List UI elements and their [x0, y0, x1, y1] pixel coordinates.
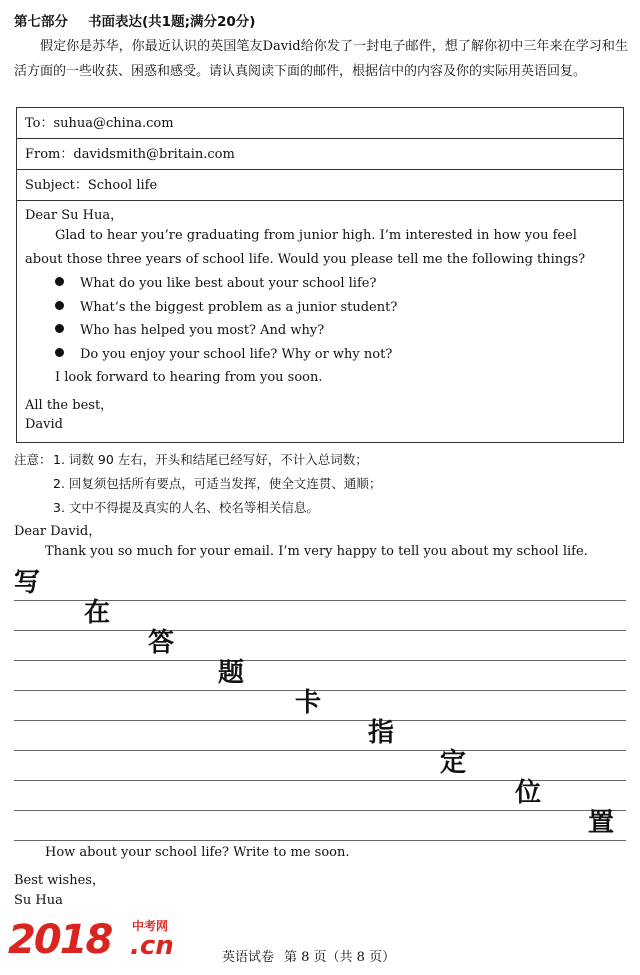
- task-instructions: 假定你是苏华，你最近认识的英国笔友David给你发了一封电子邮件，想了解你初中三年来在学习和生活方面的一些收获、困惑和感受。请认真阅读下面的邮件，根据信中的内容及你的实际用英语回复。: [14, 39, 628, 79]
- writing-line: [14, 660, 626, 661]
- logo-domain: .cn: [130, 931, 174, 961]
- note-item: 1. 词数 90 左右，开头和结尾已经写好，不计入总词数；: [53, 452, 368, 467]
- reply-opening-sentence: Thank you so much for your email. I’m very happy to tell you about my school life.: [45, 544, 588, 559]
- email-subject: Subject：School life: [17, 170, 623, 201]
- section-name: 书面表达(共1题;满分20分): [88, 14, 256, 30]
- email-to: To：suhua@china.com: [17, 108, 623, 139]
- email-closing-line: I look forward to hearing from you soon.: [55, 370, 323, 385]
- bullet-icon: [55, 301, 64, 310]
- page-footer: [222, 946, 405, 965]
- email-signature: David: [25, 417, 63, 432]
- note-item: 3. 文中不得提及真实的人名、校名等相关信息。: [53, 500, 319, 515]
- email-box: [16, 107, 624, 443]
- email-signoff: All the best，: [25, 398, 114, 413]
- bullet-icon: [55, 348, 64, 357]
- list-item: [55, 300, 397, 315]
- note-item: 2. 回复须包括所有要点，可适当发挥，使全文连贯、通顺；: [53, 476, 382, 491]
- logo-site-name: 中考网: [132, 919, 169, 933]
- writing-line: [14, 750, 626, 751]
- list-item: [55, 347, 392, 362]
- bullet-icon: [55, 324, 64, 333]
- answer-area-char: 题: [218, 658, 245, 688]
- answer-area-char: 答: [148, 628, 175, 658]
- closing-name: Su Hua: [14, 893, 63, 908]
- writing-line: [14, 810, 626, 811]
- question-text: Who has helped you most? And why?: [80, 323, 325, 338]
- site-logo: [8, 915, 188, 965]
- answer-area-char: 指: [368, 718, 395, 748]
- email-greeting: Dear Su Hua，: [25, 208, 124, 223]
- answer-area-char: 在: [84, 598, 111, 628]
- writing-line: [14, 840, 626, 841]
- answer-area-char: 位: [515, 778, 542, 808]
- logo-digits: 2018: [8, 917, 112, 963]
- answer-area-char: 置: [588, 808, 615, 838]
- list-item: [55, 323, 324, 338]
- writing-line: [14, 630, 626, 631]
- answer-area-char: 写: [14, 568, 41, 598]
- writing-line: [14, 720, 626, 721]
- reply-greeting: Dear David，: [14, 524, 102, 539]
- notes-label: 注意：: [14, 452, 52, 467]
- list-item: [55, 276, 376, 291]
- closing-sentence: How about your school life? Write to me soon.: [45, 845, 350, 860]
- section-label: 第七部分: [14, 14, 68, 30]
- email-paragraph-line-1: Glad to hear you’re graduating from junior high. I’m interested in how you feel: [55, 228, 577, 243]
- question-text: What do you like best about your school life?: [80, 276, 377, 291]
- question-text: What’s the biggest problem as a junior student?: [80, 300, 398, 315]
- question-text: Do you enjoy your school life? Why or why not?: [80, 347, 393, 362]
- email-paragraph-line-2: about those three years of school life. Would you please tell me the following things?: [25, 252, 586, 267]
- section-heading: [14, 10, 255, 30]
- answer-area-char: 卡: [295, 688, 322, 718]
- email-from: From：davidsmith@britain.com: [17, 139, 623, 170]
- answer-area-char: 定: [440, 748, 467, 778]
- footer-paper-name: 英语试卷: [222, 950, 275, 965]
- bullet-icon: [55, 277, 64, 286]
- footer-page-number: 第 8 页（共 8 页）: [284, 950, 396, 965]
- closing-wishes: Best wishes，: [14, 873, 105, 888]
